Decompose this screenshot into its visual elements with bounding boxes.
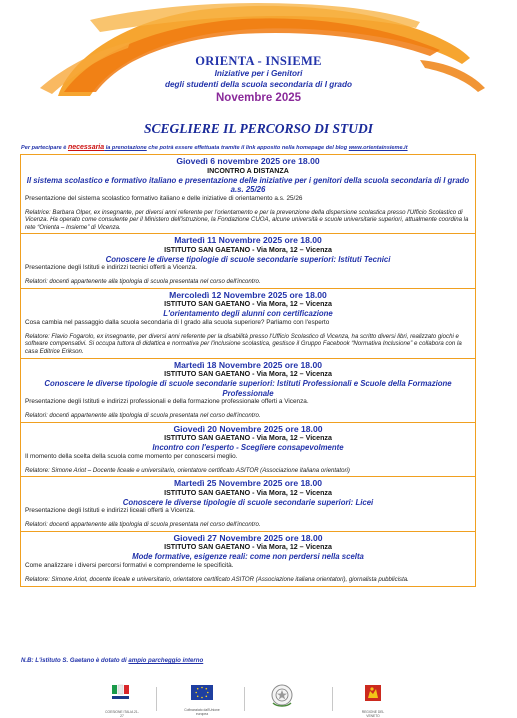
- event-topic: Mode formative, esigenze reali: come non perdersi nella scelta: [132, 552, 364, 562]
- event-description: Il momento della scelta della scuola come momento per conoscersi meglio.: [25, 452, 238, 460]
- notice-text-before: Per partecipare è: [21, 145, 68, 151]
- eu-flag-icon: [182, 683, 222, 703]
- event-description: Cosa cambia nel passaggio dalla scuola secondaria di I grado alla scuola superiore? Parliamo con l'esperto: [25, 318, 330, 326]
- event-block: [21, 155, 475, 233]
- event-place: ISTITUTO SAN GAETANO - Via Mora, 12 – Vicenza: [164, 543, 332, 552]
- header-title: ORIENTA - INSIEME: [195, 54, 322, 68]
- header-subtitle-1: Iniziative per i Genitori: [214, 69, 303, 78]
- logo1-caption: COESIONE ITALIA 21-27: [105, 710, 139, 718]
- event-date: Mercoledì 12 Novembre 2025 ore 18.00: [169, 289, 327, 300]
- event-block: [21, 422, 475, 477]
- event-speaker: Relatori: docenti appartenente alla tipologia di scuola presentata nel corso dell'incontro.: [25, 412, 261, 420]
- event-description: Presentazione degli Istituti e indirizzi tecnici offerti a Vicenza.: [25, 264, 198, 272]
- event-description: Presentazione degli Istituti e indirizzi professionali e della formazione professionale offerti a Vicenza.: [25, 398, 309, 406]
- event-date: Giovedì 6 novembre 2025 ore 18.00: [176, 156, 320, 166]
- italian-republic-emblem: [268, 683, 296, 714]
- event-place: INCONTRO A DISTANZA: [207, 166, 289, 175]
- eu-logo: [182, 683, 222, 716]
- event-speaker: Relatore: Flavio Fogarolo, ex insegnante, per diversi anni referente per la disabilità presso l'Ufficio Scolastico di Vicenza, ha scritto diversi libri, realizzato giochi e software compensativi. Si occupa tuttora di didattica e normativa per l'inclusione scolastica, gestisce il Gruppo Facebook “Normativa Inclusione” e collabora con la casa Editrice Erikson.: [25, 332, 462, 356]
- event-place: ISTITUTO SAN GAETANO - Via Mora, 12 – Vicenza: [164, 245, 332, 254]
- logo2-caption: Cofinanziato dall'Unione europea: [184, 708, 220, 716]
- notice-text-after: che potrà essere effettuata tramite il link apposito nella homepage del blog: [146, 145, 349, 151]
- parking-footnote: [21, 657, 203, 664]
- event-block: [21, 531, 475, 586]
- event-block: [21, 476, 475, 531]
- event-place: ISTITUTO SAN GAETANO - Via Mora, 12 – Vicenza: [164, 370, 332, 379]
- event-date: Martedì 18 Novembre 2025 ore 18.00: [173, 359, 323, 370]
- event-topic: Conoscere le diverse tipologie di scuole secondarie superiori: Istituti Tecnici: [105, 254, 391, 264]
- footnote-underlined: ampio parcheggio interno: [128, 657, 204, 664]
- event-description: Presentazione del sistema scolastico formativo italiano e delle iniziative di orientamento a.s. 25/26: [25, 194, 303, 202]
- footnote-text: N.B: L'istituto S. Gaetano è dotato di: [21, 657, 129, 664]
- event-topic: Il sistema scolastico e formativo italiano e presentazione delle iniziative per i genitori della scuola secondaria di I grado a.s. 25/26: [26, 175, 470, 194]
- logo4-caption: REGIONE DEL VENETO: [361, 710, 385, 718]
- booking-notice: [21, 144, 501, 151]
- regione-veneto-logo: [356, 683, 390, 718]
- notice-text-middle: la prenotazione: [104, 145, 147, 151]
- event-date: Giovedì 27 Novembre 2025 ore 18.00: [173, 532, 323, 543]
- event-topic: Conoscere le diverse tipologie di scuole secondarie superiori: Licei: [122, 497, 374, 507]
- coesione-mark-icon: [104, 683, 140, 705]
- event-speaker: Relatrice: Barbara Olper, ex insegnante, per diversi anni referente per l'orientamento e per la prevenzione della dispersione scolastica presso l'Ufficio Scolastico di Vicenza. Ha operato come consulente per il Ministero dell'istruzione, la Fondazione CUOA, alcune università e scuole universitarie superiori, attualmente coordina la rete “Orienta – Insieme” di Vicenza.: [25, 208, 469, 231]
- event-date: Giovedì 20 Novembre 2025 ore 18.00: [173, 423, 323, 434]
- winged-lion-icon: [356, 683, 390, 705]
- logo-divider: [332, 687, 333, 711]
- event-date: Martedì 25 Novembre 2025 ore 18.00: [173, 478, 323, 489]
- blog-link[interactable]: www.orientainsieme.it: [348, 145, 408, 151]
- event-topic: L'orientamento degli alunni con certificazione: [163, 309, 333, 319]
- event-speaker: Relatore: Simone Ariot, docente liceale e universitario, orientatore certificato ASITOR (Associazione italiana orientatori), giornalista pubblicista.: [25, 575, 409, 583]
- header-subtitle-2: degli studenti della scuola secondaria di I grado: [165, 80, 352, 89]
- events-table: [20, 154, 476, 587]
- event-topic: Conoscere le diverse tipologie di scuole secondarie superiori: Istituti Professionali e Scuole della Formazione Professionale: [44, 379, 452, 398]
- coesione-italia-logo: [104, 683, 140, 718]
- event-description: Presentazione degli Istituti e indirizzi liceali offerti a Vicenza.: [25, 507, 195, 515]
- logo-divider: [156, 687, 157, 711]
- logo-divider: [244, 687, 245, 711]
- event-date: Martedì 11 Novembre 2025 ore 18.00: [174, 235, 322, 246]
- event-block: [21, 358, 475, 422]
- event-block: [21, 288, 475, 358]
- event-block: [21, 233, 475, 288]
- event-speaker: Relatori: docenti appartenente alla tipologia di scuola presentata nel corso dell'incontro.: [25, 521, 261, 529]
- event-place: ISTITUTO SAN GAETANO - Via Mora, 12 – Vicenza: [164, 300, 332, 309]
- event-place: ISTITUTO SAN GAETANO - Via Mora, 12 – Vicenza: [164, 434, 332, 443]
- event-topic: Incontro con l'esperto - Scegliere consapevolmente: [152, 443, 344, 453]
- main-title: SCEGLIERE IL PERCORSO DI STUDI: [143, 121, 374, 136]
- event-place: ISTITUTO SAN GAETANO - Via Mora, 12 – Vicenza: [164, 488, 332, 497]
- notice-highlight: necessaria: [67, 144, 105, 151]
- republic-emblem-icon: [268, 683, 296, 709]
- event-speaker: Relatore: Simone Ariot – Docente liceale e universitario, orientatore certificato ASITOR (Associazione italiana orientatori): [25, 466, 350, 474]
- event-description: Come analizzare i diversi percorsi formativi e comprenderne le specificità.: [25, 561, 234, 569]
- header-month: Novembre 2025: [215, 92, 302, 104]
- event-speaker: Relatori: docenti appartenente alla tipologia di scuola presentata nel corso dell'incontro.: [25, 278, 261, 286]
